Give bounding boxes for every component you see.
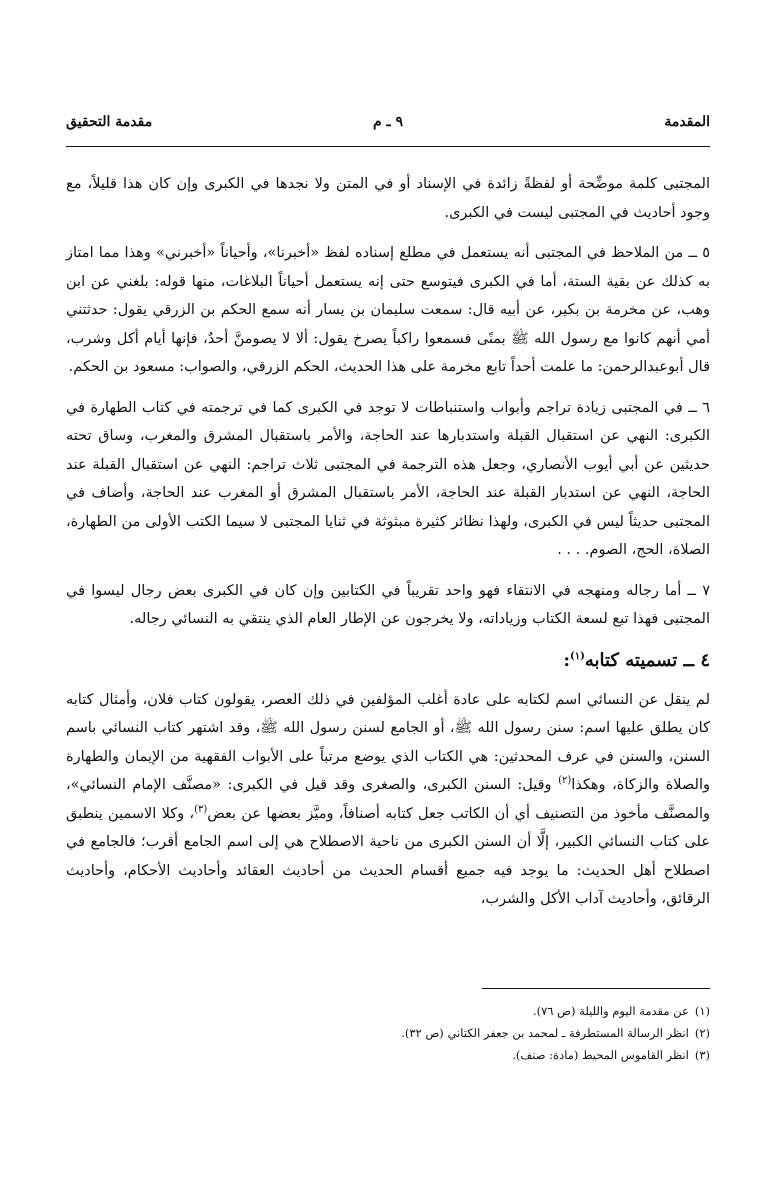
paragraph-naming-part-1: لم ينقل عن النسائي اسم لكتابه على عادة أغلب المؤلفين في ذلك العصر، يقولون كتاب فلان، وأمثال كتابه كان يطلق عليها اسم: سنن رسول الله ﷺ، أو الجامع لسنن رسول الله ﷺ، وقد اشتهر كتاب النسائي باسم السنن، والسنن في عرف المحدثين: هي الكتاب الذي يوضع مرتباً على الأبواب الفقهية من الإيمان والطهارة والصلاة والزكاة، وهكذا [66, 691, 710, 793]
page-number: ٩ ـ م [372, 114, 404, 130]
footnote-text: انظر الرسالة المستطرفة ـ لمحمد بن جعفر الكتاني (ص ٣٢). [401, 1026, 689, 1040]
footnote-text: انظر القاموس المحيط (مادة: صنف). [512, 1048, 689, 1062]
paragraph-5: ٥ ــ من الملاحظ في المجتبى أنه يستعمل في مطلع إسناده لفظ «أخبرنا»، وأحياناً «أخبرني» وهذا مما امتاز به كذلك عن بقية الستة، أما في الكبرى فيتوسع حتى إنه يستعمل أحياناً البلاغات، منها قوله: بلغني عن ابن وهب، عن مخرمة بن بكير، عن أبيه قال: سمعت سليمان بن يسار أنه سمع الحكم بن الزرقي يقول: حدثتني أمي أنهم كانوا مع رسول الله ﷺ بمنًى فسمعوا راكباً يصرخ يقول: ألا لا يصومنَّ أحدٌ، فإنها أيام أكل وشرب، قال أبوعبدالرحمن: ما علمت أحداً تابع مخرمة على هذا الحديث، الحكم الزرقي، والصواب: مسعود بن الحكم. [66, 245, 710, 375]
paragraph-naming-part-2: وقيل: السنن الكبرى، والصغرى وقد قيل في الكبرى: «مصنَّف الإمام النسائي»، والمصنَّف مأخوذ من التصنيف أي أن الكاتب جعل كتابه أصنافاً، وميَّز بعضها عن بعض [66, 777, 710, 822]
footnote-marker-2: (٢) [558, 775, 572, 787]
section-heading-text: ٤ ــ تسميته كتابه [584, 649, 710, 671]
footnote-1 [66, 1000, 710, 1022]
section-heading [66, 646, 710, 676]
main-text [66, 170, 710, 926]
footnote-2 [66, 1022, 710, 1044]
paragraph-naming-part-3: ، وكلا الاسمين ينطبق على كتاب النسائي الكبير، إلَّا أن السنن الكبرى من ناحية الاصطلاح هي إلى اسم الجامع أقرب؛ فالجامع في اصطلاح أهل الحديث: ما يوجد فيه جميع أقسام الحديث من أحاديث العقائد وأحاديث الأحكام، وأحاديث الرقائق، وأحاديث آداب الأكل والشرب، [66, 805, 710, 907]
footnote-marker-3: (٣) [194, 803, 208, 815]
paragraph-6: ٦ ــ في المجتبى زيادة تراجم وأبواب واستنباطات لا توجد في الكبرى كما في ترجمته في كتاب الطهارة في الكبرى: النهي عن استقبال القبلة واستدبارها عند الحاجة، والأمر باستقبال المشرق والمغرب، وساق تحته حديثين عن أبي أيوب الأنصاري، وجعل هذه الترجمة في المجتبى ثلاث تراجم: النهي عن استقبال القبلة عند الحاجة، النهي عن استدبار القبلة عند الحاجة، الأمر باستقبال المشرق أو المغرب عند الحاجة، وأضاف في المجتبى حديثاً ليس في الكبرى، ولهذا نظائر كثيرة مبثوثة في ثنايا المجتبى لا سيما الكتب الأولى من الطهارة، الصلاة، الحج، الصوم. . . . [66, 399, 710, 558]
header-divider [66, 146, 710, 147]
header-section-title: المقدمة [664, 114, 710, 130]
footnote-number: (١) [694, 1004, 710, 1018]
footnotes [66, 1000, 710, 1066]
footnote-divider [482, 988, 710, 989]
running-header [66, 114, 710, 138]
paragraph-4-continued: المجتبى كلمة موضِّحة أو لفظةً زائدة في الإسناد أو في المتن ولا نجدها في الكبرى وإن كان هذا قليلاً، مع وجود أحاديث في المجتبى ليست في الكبرى. [66, 176, 710, 221]
header-book-title: مقدمة التحقيق [66, 114, 153, 130]
footnote-3 [66, 1044, 710, 1066]
section-heading-colon: : [563, 649, 570, 671]
paragraph-naming [66, 686, 710, 914]
footnote-number: (٢) [694, 1026, 710, 1040]
footnote-text: عن مقدمة اليوم والليلة (ص ٧٦). [532, 1004, 689, 1018]
footnote-number: (٣) [694, 1048, 710, 1062]
paragraph-7: ٧ ــ أما رجاله ومنهجه في الانتقاء فهو واحد تقريباً في الكتابين وإن كان في الكبرى بعض رجال ليسوا في المجتبى فهذا تبع لسعة الكتاب وزياداته، ولا يخرجون عن الإطار العام الذي ينتقي به النسائي رجاله. [66, 582, 710, 627]
footnote-marker-1: (١) [570, 650, 585, 662]
